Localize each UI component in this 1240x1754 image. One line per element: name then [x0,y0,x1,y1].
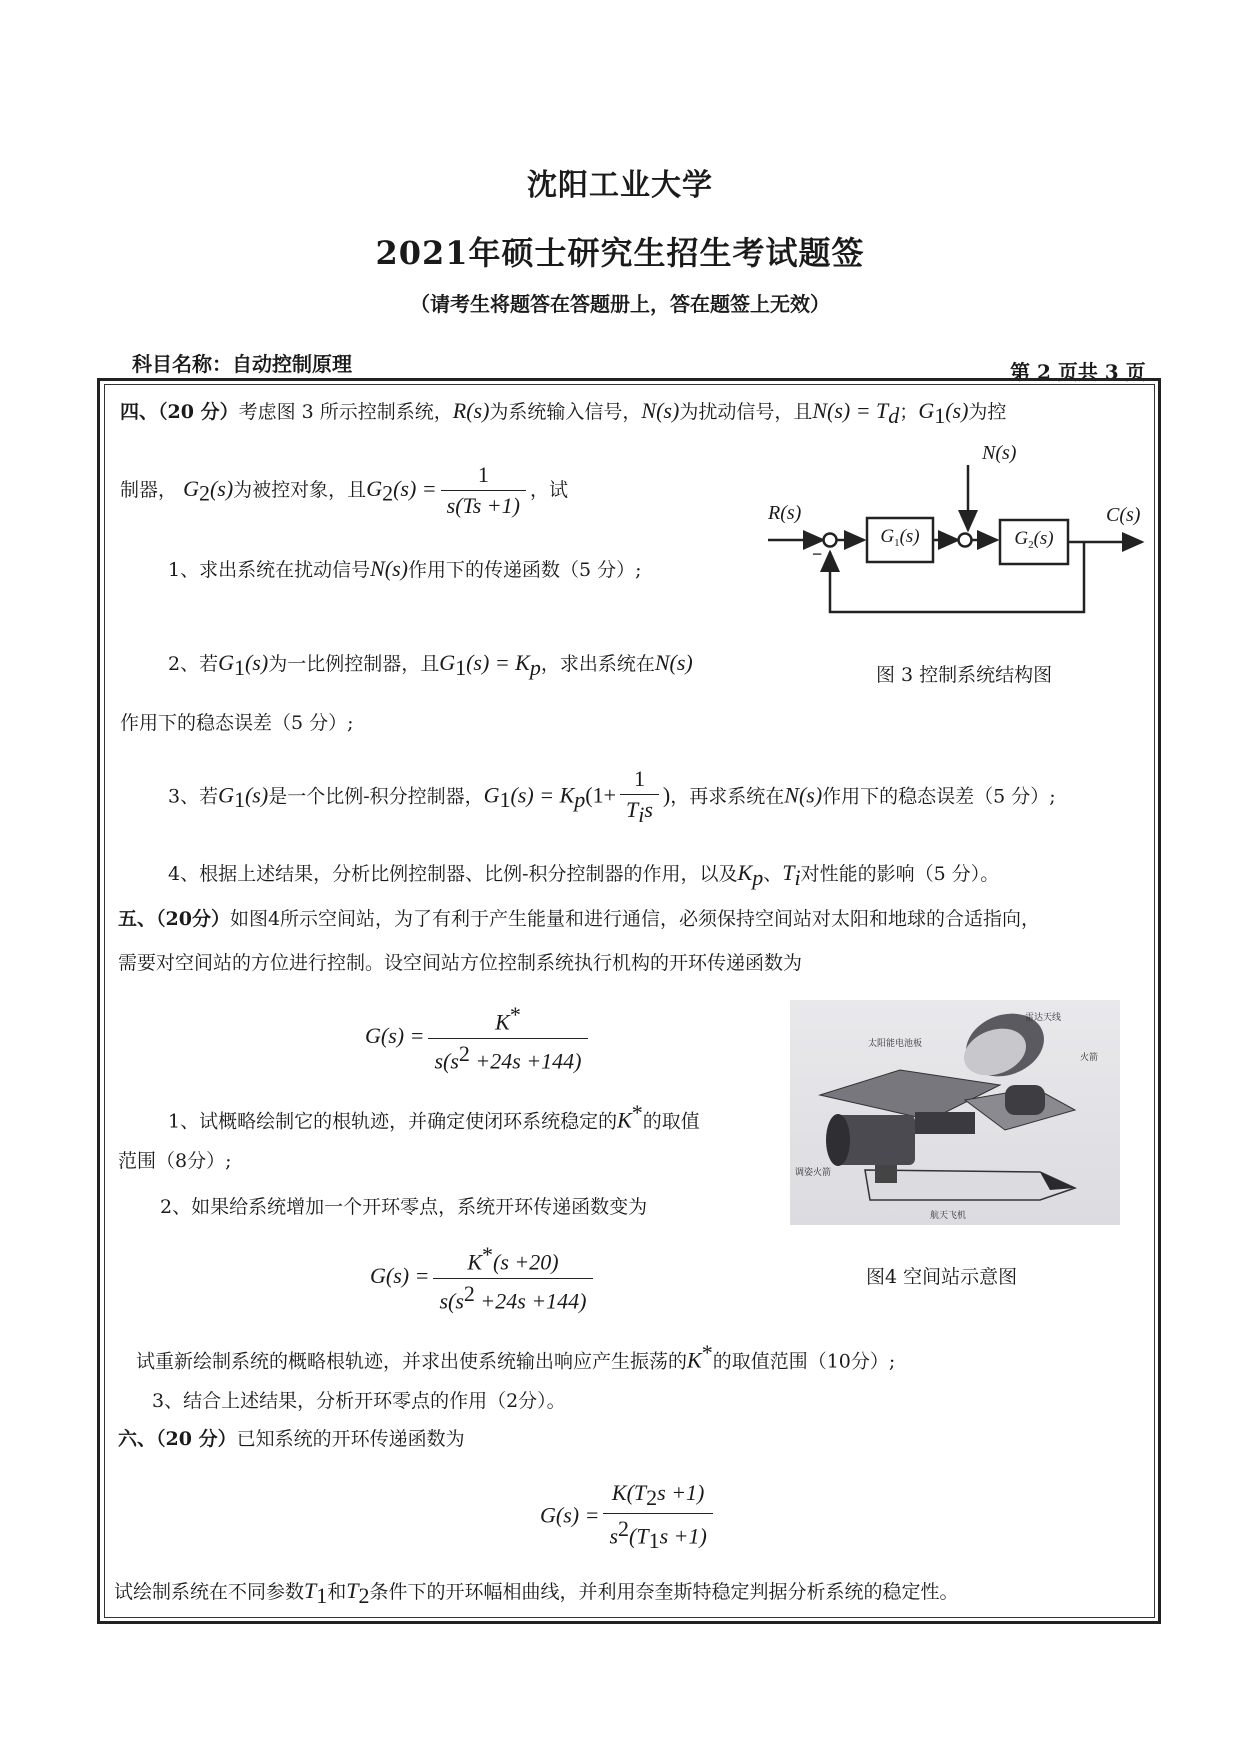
label-radar-antenna: 雷达天线 [1025,1013,1062,1023]
diagram-block-G1 [872,526,928,549]
subject-label: 科目名称： [132,352,232,376]
math-s: (s) [899,526,920,547]
q5-text: 的取值 [642,1110,700,1133]
subject-line [132,348,352,377]
math-K: K [495,1009,510,1035]
label-solar-panel: 太阳能电池板 [868,1039,923,1049]
q6-equation [540,1480,717,1555]
q6-number: 六、 [118,1428,157,1450]
math-sup: 2 [618,1516,630,1542]
q4-item-4 [168,860,999,891]
diagram-block-G2 [1006,528,1062,551]
fraction-denominator [433,1278,592,1315]
pi-fraction [620,766,659,829]
q6-text: 试绘制系统在不同参数 [114,1581,305,1603]
math-sub: 1 [455,654,467,680]
q4-text: 作用下的稳态误差（5 分）; [822,785,1056,808]
eq1-fraction [428,1002,587,1074]
math-sup: * [509,1002,521,1027]
math-sup: 2 [463,1280,475,1306]
math-K: K [467,1249,483,1275]
math-sup: * [482,1242,494,1267]
math-sub: p [574,787,586,813]
math-N: N(s) [641,398,680,423]
math-N: N(s) [784,782,823,808]
math-sub: 2 [1028,539,1034,552]
math-G: G [439,650,456,675]
math-N-eq: N(s) = T [812,398,889,423]
math-G: G [1014,528,1029,549]
math-G: G [880,526,895,547]
math-den: +24s +144) [474,1288,587,1314]
q5-text: 1、试概略绘制它的根轨迹，并确定使闭环系统稳定的 [168,1110,618,1133]
q4-text: 3、若 [168,785,219,808]
math-lhs: G(s) = [540,1502,600,1528]
university-name: 沈阳工业大学 [527,168,713,203]
fraction-numerator: 1 [477,462,489,487]
q5-equation-1 [365,1002,592,1074]
q5-number: 五、 [118,908,157,930]
fraction-denominator [428,1038,587,1075]
q4-text: 为控 [968,401,1007,423]
q5-item-2: 2、如果给系统增加一个开环零点，系统开环传递函数变为 [160,1196,648,1218]
figure-3-caption: 图 3 控制系统结构图 [876,664,1053,686]
math-s: s [644,797,653,823]
math-G: G [366,475,383,501]
math-num: K(T [611,1480,647,1505]
math-sub: i [638,802,645,828]
math-sub: 2 [358,1582,370,1608]
math-num: s +1) [657,1480,705,1505]
math-den: s(s [434,1048,459,1074]
math-s: (s) [209,475,234,501]
math-sub: 2 [646,1484,658,1510]
exam-title: 2021年硕士研究生招生考试题签 [375,234,865,272]
diagram-label-N: N(s) [982,442,1017,464]
q4-item-2 [168,650,693,681]
q5-equation-2 [370,1242,597,1314]
math-G: G [218,650,234,675]
fraction-numerator [461,1242,564,1278]
g2-fraction [441,462,526,520]
q6-points: （20 分） [156,1428,237,1450]
math-T: T [346,1578,359,1603]
q5-line2: 需要对空间站的方位进行控制。设空间站方位控制系统执行机构的开环传递函数为 [118,952,803,974]
exam-notice: （请考生将题答在答题册上，答在题签上无效） [410,292,830,316]
q4-text: 为系统输入信号， [489,401,642,423]
q4-item-3 [168,766,1056,829]
q4-item-1 [168,556,642,582]
q4-text: 作用下的传递函数（5 分）; [407,559,642,581]
math-G: G [918,398,935,423]
math-eq: (s) = K [510,782,575,808]
q4-text: ，试 [529,478,568,501]
math-eq-kp: (s) = K [466,650,530,675]
eq2-fraction [433,1242,592,1314]
q4-text: 对性能的影响（5 分）。 [800,863,1000,885]
q6-text: 和 [327,1581,347,1603]
q4-text: 为扰动信号，且 [679,401,813,423]
q5-text: 试重新绘制系统的概略根轨迹，并求出使系统输出响应产生振荡的 [136,1350,688,1373]
q5-text: 的取值范围（10分）; [712,1350,896,1373]
math-sub: i [794,864,801,890]
fraction-denominator [620,794,659,828]
q4-number: 四、 [120,401,159,423]
math-N: N(s) [654,650,693,675]
label-rocket: 火箭 [1080,1053,1099,1063]
space-station-figure-4 [790,1000,1120,1225]
math-den: s +1) [659,1523,707,1549]
q4-text: 考虑图 3 所示控制系统， [238,401,453,423]
math-G: G [483,782,500,808]
label-space-shuttle: 航天飞机 [930,1211,967,1221]
diagram-label-C: C(s) [1106,504,1141,526]
math-lhs: G(s) = [365,1023,425,1049]
block-diagram-svg [760,440,1160,620]
q5-item-1-cont: 范围（8分）; [118,1150,232,1172]
q4-line1 [120,398,1006,429]
q6-task [114,1578,959,1609]
q4-text: 是一个比例-积分控制器， [268,785,484,808]
fraction-denominator: s(Ts +1) [441,490,526,519]
math-num: (s +20) [493,1249,559,1275]
math-sub: 1 [233,654,245,680]
q4-line2 [120,462,568,520]
q6-text: 已知系统的开环传递函数为 [236,1428,465,1450]
math-sup: * [701,1340,713,1365]
math-s: (s) [244,782,269,808]
q6-fraction [603,1480,712,1555]
q5-item-2-task [136,1340,895,1374]
math-s: (s) = [393,475,437,501]
math-eq: (1+ [585,782,616,808]
q4-points: （20 分） [158,401,239,423]
math-G: G [218,782,234,808]
math-K: K [737,860,753,885]
page-info: 第 2 页共 3 页 [1010,360,1146,384]
math-sup: 2 [458,1040,470,1066]
q4-item-2-cont: 作用下的稳态误差（5 分）; [120,712,354,734]
math-sub: 1 [499,787,511,813]
math-sub: 1 [934,402,946,428]
q5-text: 如图4所示空间站，为了有利于产生能量和进行通信，必须保持空间站对太阳和地球的合适指向， [229,908,1041,930]
math-eq: ) [662,782,671,808]
q4-text: 1、求出系统在扰动信号 [168,559,371,581]
q6-line1 [118,1428,465,1451]
math-den: s(s [439,1288,464,1314]
math-s: (s) [945,398,969,423]
math-sub: 1 [894,537,900,550]
block-diagram-figure-3 [760,440,1160,620]
q6-text: 条件下的开环幅相曲线，并利用奈奎斯特稳定判据分析系统的稳定性。 [369,1581,959,1603]
q5-points: （20分） [156,908,230,930]
math-T: T [625,797,639,823]
q4-text: 制器， [120,478,178,501]
label-attitude-rocket: 调姿火箭 [795,1168,832,1178]
q4-text: 为一比例控制器，且 [268,653,440,675]
math-K-star: K [617,1107,632,1133]
math-R: R(s) [452,398,490,423]
q5-line1 [118,908,1040,931]
figure-4-caption: 图4 空间站示意图 [866,1266,1018,1288]
math-sub: p [529,654,541,680]
math-lhs: G(s) = [370,1263,430,1289]
q4-text: ，再求系统在 [670,785,785,808]
math-s: (s) [1033,528,1054,549]
math-sub: 2 [382,480,394,506]
math-T: T [782,860,795,885]
math-sub: d [888,402,900,428]
math-T: T [304,1578,317,1603]
subject-name: 自动控制原理 [232,352,352,376]
math-den: s [609,1523,619,1549]
q5-item-1 [168,1100,700,1134]
math-N: N(s) [370,556,408,581]
math-den: +24s +144) [469,1048,582,1074]
q5-item-3: 3、结合上述结果，分析开环零点的作用（2分）。 [152,1390,566,1412]
math-sub: 1 [648,1528,660,1554]
diagram-label-R: R(s) [768,502,802,524]
fraction-numerator [606,1480,710,1513]
math-sub: p [752,864,764,890]
math-sub: 2 [198,480,210,506]
q4-text: ，求出系统在 [540,653,655,675]
q4-text: 4、根据上述结果，分析比例控制器、比例-积分控制器的作用，以及 [168,863,738,885]
fraction-numerator [489,1002,527,1038]
fraction-denominator [603,1513,712,1555]
q4-text: 2、若 [168,653,219,675]
q4-text: ； [899,401,919,423]
math-K-star: K [687,1347,702,1373]
math-den: (T [629,1523,649,1549]
q4-text: 为被控对象，且 [233,478,367,501]
math-sup: * [631,1100,643,1125]
math-sub: 1 [233,787,245,813]
math-s: (s) [244,650,269,675]
space-station-illustration [790,1000,1120,1225]
math-sub: 1 [316,1582,328,1608]
fraction-numerator: 1 [633,766,645,791]
q4-text: 、 [763,863,783,885]
diagram-minus-sign: − [812,544,823,564]
math-G: G [183,475,199,501]
